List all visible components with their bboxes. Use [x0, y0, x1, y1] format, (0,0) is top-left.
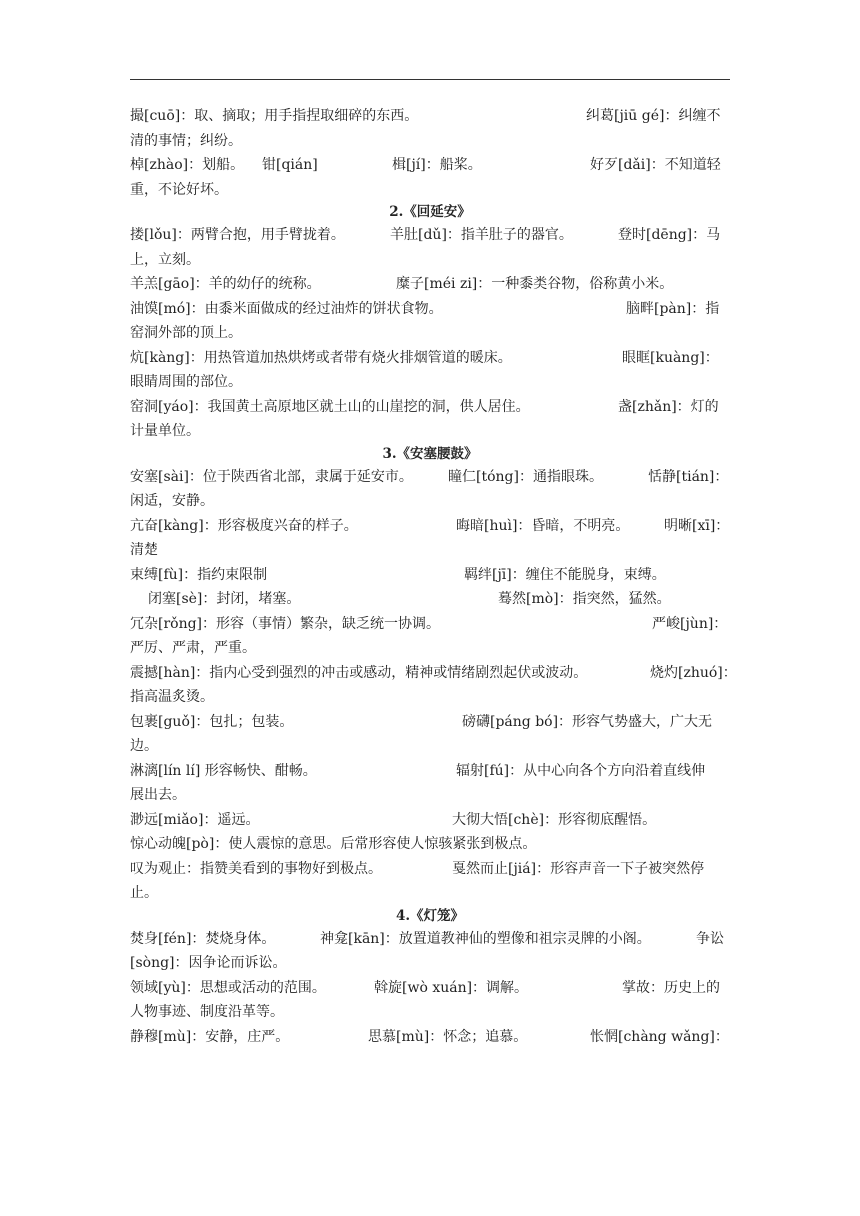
vocab-line-24	[130, 661, 737, 686]
header-rule	[130, 79, 730, 80]
vocab-line-29	[130, 783, 730, 808]
vocab-entry: 辐射[fú]：从中心向各个方向沿着直线伸	[456, 762, 706, 779]
vocab-line-39	[130, 1025, 730, 1050]
vocab-entry: 严峻[jùn]：	[652, 615, 728, 632]
vocab-line-28	[130, 759, 730, 784]
vocab-line-25	[130, 685, 730, 710]
vocab-entry: 闭塞[sè]：封闭，堵塞。	[148, 591, 301, 607]
vocab-line-14	[130, 419, 730, 444]
vocab-entry: 瞳仁[tóng]：通指眼珠。	[448, 468, 603, 485]
vocab-entry: 领域[yù]：思想或活动的范围。	[130, 979, 326, 996]
vocab-entry: 恬静[tián]：	[648, 468, 729, 485]
vocab-entry: 磅礴[páng bó]：形容气势盛大，广大无	[462, 713, 713, 730]
vocab-entry: 眼睛周围的部位。	[130, 374, 242, 390]
vocab-line-6	[130, 223, 730, 248]
vocab-entry: 晦暗[huì]：昏暗，不明亮。	[456, 517, 630, 534]
vocab-entry: 人物事迹、制度沿革等。	[130, 1004, 284, 1020]
vocab-entry: 上，立刻。	[130, 251, 200, 268]
vocab-line-17	[130, 489, 730, 514]
vocab-line-27	[130, 734, 730, 759]
vocab-entry: 焚身[fén]：焚烧身体。	[130, 930, 276, 947]
vocab-entry: 渺远[miǎo]：遥远。	[130, 811, 260, 828]
vocab-line-1	[130, 104, 730, 129]
section-heading-denglong: 4.《灯笼》	[395, 907, 465, 924]
vocab-entry: 斡旋[wò xuán]：调解。	[374, 979, 529, 996]
vocab-entry: 边。	[130, 738, 158, 754]
vocab-line-4	[130, 178, 730, 203]
vocab-entry: 掌故：历史上的	[622, 979, 720, 996]
vocab-entry: 淋漓[lín lí] 形容畅快、酣畅。	[130, 762, 317, 779]
vocab-entry: 羁绊[jī]：缠住不能脱身，束缚。	[464, 566, 666, 583]
vocab-entry: 重，不论好坏。	[130, 181, 228, 198]
vocab-entry: 闲适，安静。	[130, 493, 214, 509]
vocab-entry: 包裹[guǒ]：包扎；包装。	[130, 713, 294, 730]
vocab-entry: 脑畔[pàn]：指	[626, 300, 720, 317]
vocab-line-16	[130, 465, 730, 490]
vocab-line-32	[130, 857, 730, 882]
vocab-entry: 冗杂[rǒng]：形容（事情）繁杂，缺乏统一协调。	[130, 615, 441, 632]
vocab-entry: 登时[dēng]：马	[618, 227, 721, 243]
vocab-entry: 思慕[mù]：怀念；追慕。	[368, 1028, 528, 1045]
vocab-line-35	[130, 927, 730, 952]
vocab-line-37	[130, 976, 730, 1001]
vocab-entry: 眼眶[kuàng]：	[622, 349, 719, 366]
vocab-entry: 束缚[fù]：指约束限制	[130, 566, 268, 583]
vocab-entry: 惊心动魄[pò]：使人震惊的意思。后常形容使人惊骇紧张到极点。	[130, 836, 537, 852]
vocab-entry: 清的事情；纠纷。	[130, 132, 242, 149]
vocab-entry: 明晰[xī]：	[664, 517, 730, 534]
vocab-line-8	[130, 272, 730, 297]
vocab-entry: 叹为观止：指赞美看到的事物好到极点。	[130, 860, 382, 877]
vocab-line-21	[130, 587, 730, 612]
vocab-entry: 油馍[mó]：由黍米面做成的经过油炸的饼状食物。	[130, 300, 443, 317]
vocab-entry: 炕[kàng]：用热管道加热烘烤或者带有烧火排烟管道的暖床。	[130, 349, 512, 366]
vocab-entry: 钳[qián]	[262, 157, 318, 173]
vocab-line-10	[130, 321, 730, 346]
vocab-line-20	[130, 563, 730, 588]
vocab-entry: 安塞[sài]：位于陕西省北部，隶属于延安市。	[130, 468, 413, 485]
vocab-line-33	[130, 881, 730, 906]
vocab-entry: 指高温炙烫。	[130, 689, 214, 705]
vocab-entry: 静穆[mù]：安静，庄严。	[130, 1028, 290, 1045]
vocab-line-19	[130, 538, 730, 563]
vocab-line-22	[130, 612, 730, 637]
vocab-entry: 窑洞[yáo]：我国黄土高原地区就土山的山崖挖的洞，供人居住。	[130, 398, 530, 415]
vocab-line-2	[130, 129, 730, 154]
vocab-line-23	[130, 636, 730, 661]
section-heading-ansai-yaogu: 3.《安塞腰鼓》	[382, 445, 478, 462]
vocab-line-9	[130, 297, 730, 322]
vocab-entry: 撮[cuō]：取、摘取；用手指捏取细碎的东西。	[130, 108, 419, 124]
vocab-entry: 亢奋[kàng]：形容极度兴奋的样子。	[130, 517, 358, 534]
vocab-line-30	[130, 808, 730, 833]
vocab-entry: 搂[lǒu]：两臂合抱，用手臂拢着。	[130, 227, 345, 243]
vocab-entry: 止。	[130, 885, 158, 901]
vocab-line-38	[130, 1000, 730, 1025]
vocab-entry: 窑洞外部的顶上。	[130, 325, 242, 341]
vocab-entry: 计量单位。	[130, 423, 200, 439]
vocab-entry: 大彻大悟[chè]：形容彻底醒悟。	[452, 811, 657, 828]
vocab-entry: 棹[zhào]：划船。	[130, 157, 245, 173]
vocab-entry: 严厉、严肃，严重。	[130, 640, 256, 656]
vocab-line-13	[130, 395, 730, 420]
vocab-entry: 羊肚[dǔ]：指羊肚子的器官。	[390, 227, 573, 243]
vocabulary-list	[130, 104, 737, 1049]
vocab-entry: 震撼[hàn]：指内心受到强烈的冲击或感动，精神或情绪剧烈起伏或波动。	[130, 664, 588, 681]
vocab-entry: 清楚	[130, 542, 158, 558]
vocab-entry: 盏[zhǎn]：灯的	[618, 398, 719, 415]
vocab-entry: 戛然而止[jiá]：形容声音一下子被突然停	[452, 860, 705, 877]
vocab-line-18	[130, 514, 730, 539]
vocab-entry: [sòng]：因争论而诉讼。	[130, 955, 287, 971]
vocab-entry: 神龛[kān]：放置道教神仙的塑像和祖宗灵牌的小阁。	[320, 930, 651, 947]
vocab-line-26	[130, 710, 730, 735]
vocab-line-3	[130, 153, 730, 178]
vocab-line-7	[130, 248, 730, 273]
vocab-entry: 楫[jí]：船桨。	[392, 157, 482, 173]
vocab-entry: 蓦然[mò]：指突然，猛然。	[498, 591, 671, 607]
vocab-line-31	[130, 832, 730, 857]
vocab-entry: 纠葛[jiū gé]：纠缠不	[586, 108, 721, 124]
vocab-line-36	[130, 951, 730, 976]
vocab-entry: 展出去。	[130, 787, 186, 803]
vocab-entry: 怅惘[chàng wǎng]：	[590, 1028, 729, 1045]
vocab-entry: 糜子[méi zi]：一种黍类谷物，俗称黄小米。	[396, 276, 674, 292]
vocab-entry: 烧灼[zhuó]：	[650, 664, 737, 681]
vocab-line-12	[130, 370, 730, 395]
vocab-entry: 羊羔[gāo]：羊的幼仔的统称。	[130, 276, 321, 292]
vocab-entry: 好歹[dǎi]：不知道轻	[590, 157, 721, 173]
vocab-entry: 争讼	[696, 930, 724, 947]
section-heading-hui-yanan: 2.《回延安》	[389, 204, 471, 220]
vocab-line-11	[130, 346, 730, 371]
